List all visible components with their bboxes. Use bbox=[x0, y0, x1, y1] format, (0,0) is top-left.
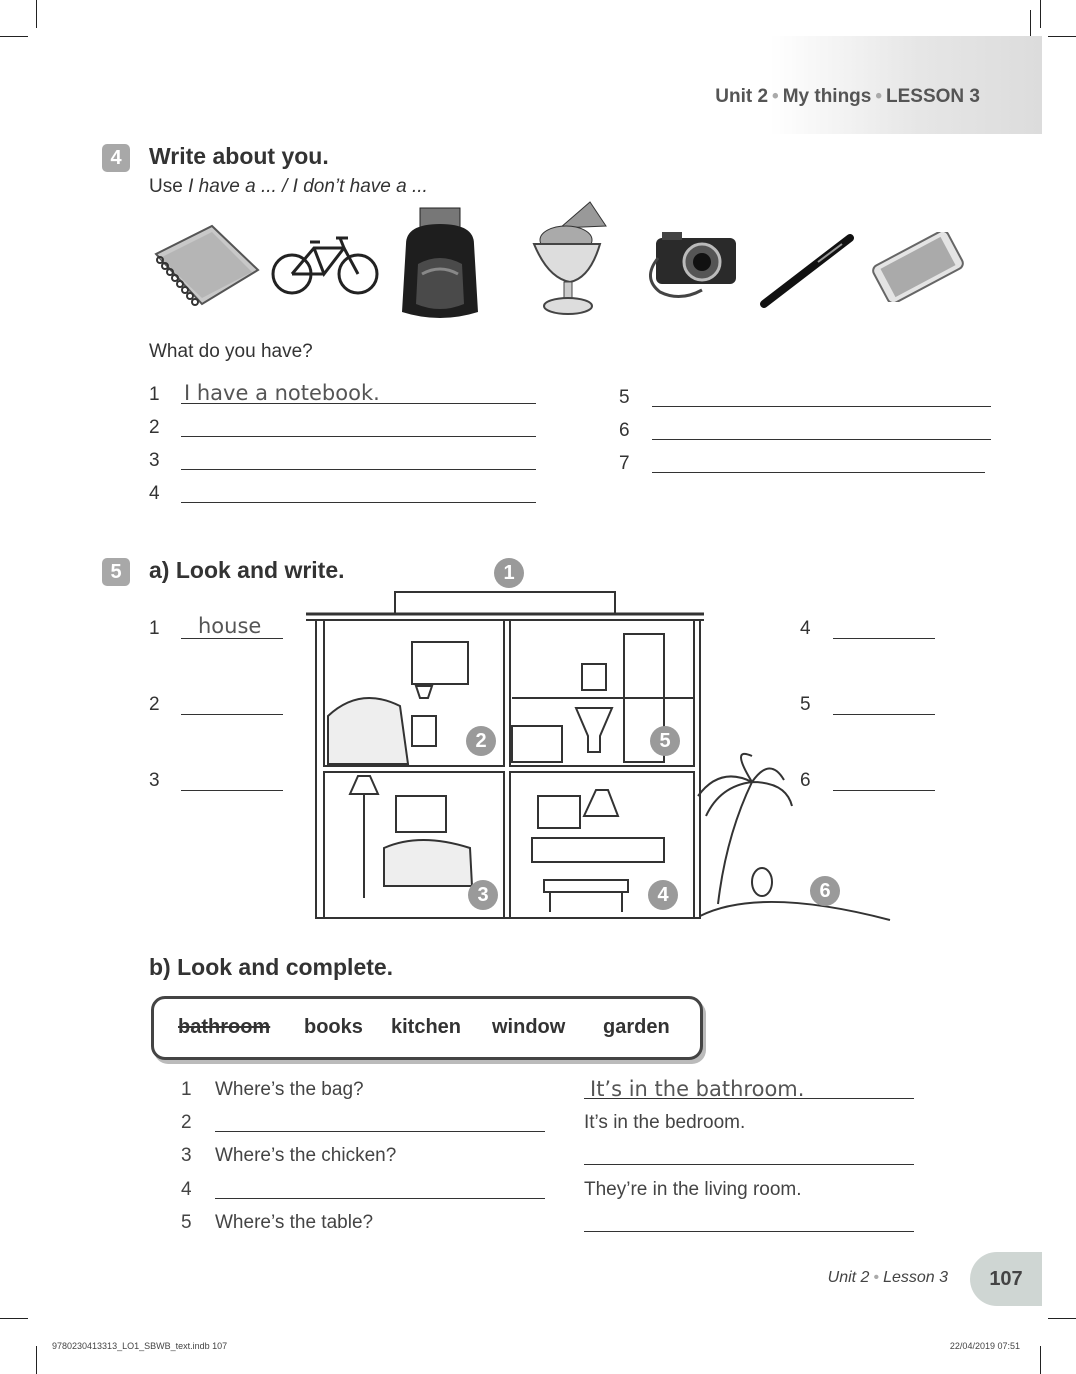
header-topic: My things bbox=[782, 86, 872, 107]
exercise-4-title: Write about you. bbox=[149, 143, 329, 169]
house-marker: 2 bbox=[466, 726, 496, 756]
word-bank-item: kitchen bbox=[391, 1016, 462, 1038]
exercise-5b-title: b) Look and complete. bbox=[149, 954, 394, 980]
house-marker: 5 bbox=[650, 726, 680, 756]
answer-line[interactable] bbox=[181, 714, 283, 715]
item-number: 1 bbox=[149, 384, 160, 405]
exercise-5a-title: a) Look and write. bbox=[149, 557, 345, 583]
bicycle-icon bbox=[270, 232, 382, 298]
row-number: 3 bbox=[181, 1145, 192, 1166]
word-bank-item: window bbox=[492, 1016, 566, 1038]
item-number: 3 bbox=[149, 770, 160, 791]
answer-line[interactable] bbox=[584, 1098, 914, 1099]
print-slug-timestamp: 22/04/2019 07:51 bbox=[949, 1341, 1020, 1351]
exercise-4-question: What do you have? bbox=[149, 341, 313, 362]
answer-line[interactable] bbox=[215, 1131, 545, 1132]
answer-line[interactable] bbox=[584, 1164, 914, 1165]
row-number: 1 bbox=[181, 1079, 192, 1100]
row-answer: It’s in the bedroom. bbox=[584, 1112, 746, 1133]
notebook-icon bbox=[146, 222, 266, 314]
house-marker: 6 bbox=[810, 876, 840, 906]
item-number: 6 bbox=[619, 420, 630, 441]
item-number: 5 bbox=[619, 387, 630, 408]
print-slug-file: 9780230413313_LO1_SBWB_text.indb 107 bbox=[52, 1341, 228, 1351]
phone-icon bbox=[866, 232, 970, 302]
footer-unit-lesson: Unit 2 • Lesson 3 bbox=[827, 1269, 948, 1286]
row-number: 5 bbox=[181, 1212, 192, 1233]
exercise-5-badge: 5 bbox=[102, 558, 130, 586]
house-illustration bbox=[300, 586, 900, 926]
answer-line[interactable] bbox=[181, 469, 536, 470]
ice-cream-icon bbox=[520, 198, 616, 322]
answer-line[interactable] bbox=[652, 439, 991, 440]
exercise-4-badge: 4 bbox=[102, 144, 130, 172]
answer-line[interactable] bbox=[652, 406, 991, 407]
backpack-icon bbox=[396, 204, 484, 324]
header-breadcrumb: Unit 2 • My things • LESSON 3 bbox=[715, 86, 980, 107]
exercise-4-instruction: Use I have a ... / I don’t have a ... bbox=[149, 176, 428, 197]
header-band bbox=[770, 36, 1042, 134]
item-number: 1 bbox=[149, 618, 160, 639]
camera-icon bbox=[640, 228, 744, 304]
answer-line[interactable] bbox=[181, 436, 536, 437]
answer-line[interactable] bbox=[181, 790, 283, 791]
item-number: 2 bbox=[149, 694, 160, 715]
row-question: Where’s the table? bbox=[215, 1212, 374, 1233]
word-bank-item: bathroom bbox=[178, 1016, 271, 1038]
word-bank-item: garden bbox=[603, 1016, 670, 1038]
house-marker: 4 bbox=[648, 880, 678, 910]
header-lesson: LESSON 3 bbox=[886, 86, 980, 107]
answer-line[interactable] bbox=[181, 638, 283, 639]
item-number: 7 bbox=[619, 453, 630, 474]
answer-line[interactable] bbox=[652, 472, 985, 473]
house-marker: 1 bbox=[494, 558, 524, 588]
row-question: Where’s the chicken? bbox=[215, 1145, 397, 1166]
row-number: 2 bbox=[181, 1112, 192, 1133]
house-marker: 3 bbox=[468, 880, 498, 910]
handwritten-answer: house bbox=[198, 614, 262, 638]
handwritten-answer: I have a notebook. bbox=[184, 381, 380, 405]
item-number: 3 bbox=[149, 450, 160, 471]
word-bank-item: books bbox=[304, 1016, 363, 1038]
word-bank bbox=[151, 996, 703, 1060]
header-unit: Unit 2 bbox=[715, 86, 769, 107]
row-number: 4 bbox=[181, 1179, 192, 1200]
item-number: 5 bbox=[800, 694, 811, 715]
item-number: 6 bbox=[800, 770, 811, 791]
pen-icon bbox=[758, 232, 856, 308]
item-number: 4 bbox=[800, 618, 811, 639]
item-number: 4 bbox=[149, 483, 160, 504]
answer-line[interactable] bbox=[584, 1231, 914, 1232]
row-question: Where’s the bag? bbox=[215, 1079, 364, 1100]
handwritten-answer: It’s in the bathroom. bbox=[590, 1077, 805, 1101]
item-number: 2 bbox=[149, 417, 160, 438]
page-number: 107 bbox=[970, 1252, 1042, 1306]
answer-line[interactable] bbox=[181, 502, 536, 503]
row-answer: They’re in the living room. bbox=[584, 1179, 802, 1200]
answer-line[interactable] bbox=[215, 1198, 545, 1199]
